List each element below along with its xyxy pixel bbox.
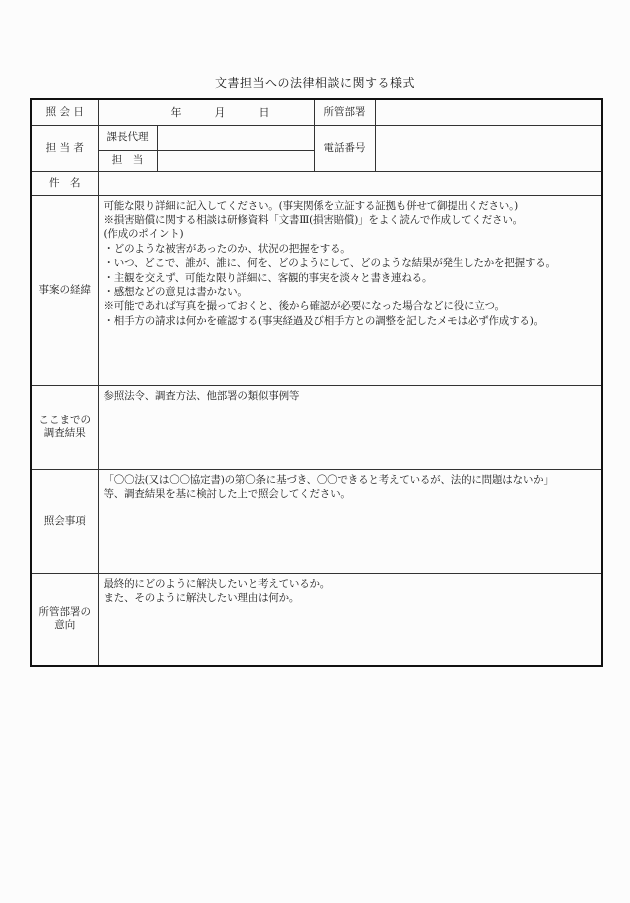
staff-member-name-field[interactable] — [157, 150, 314, 171]
subject-field[interactable] — [98, 171, 602, 195]
inquiry-date-label: 照 会 日 — [31, 99, 98, 125]
day-label: 日 — [258, 106, 270, 120]
date-placeholders — [99, 104, 314, 120]
subject-label: 件 名 — [31, 171, 98, 195]
case-background-label: 事案の経緯 — [31, 195, 98, 385]
staff-member-label: 担 当 — [98, 150, 157, 171]
text-line: 等、調査結果を基に検討した上で照会してください。 — [103, 487, 351, 500]
research-results-label — [31, 385, 98, 469]
text-line: 可能な限り詳細に記入してください。(事実関係を立証する証拠も併せて御提出ください。) — [103, 199, 519, 212]
text-line: 「〇〇法(又は〇〇協定書)の第〇条に基づき、〇〇できると考えているが、法的に問題はないか」 — [103, 473, 554, 486]
text-line: ※可能であれば写真を撮っておくと、後から確認が必要になった場合などに役に立つ。 — [103, 300, 505, 313]
department-field[interactable] — [375, 99, 602, 125]
department-intent-label-line2: 意向 — [54, 619, 76, 632]
text-line: ※損害賠償に関する相談は研修資料「文書Ⅲ(損害賠償)」をよく読んで作成してください。 — [103, 213, 523, 226]
staff-label: 担 当 者 — [31, 125, 98, 171]
text-line: ・相手方の請求は何かを確認する(事実経過及び相手方との調整を記したメモは必ず作成する)。 — [103, 314, 544, 327]
text-line: ・主観を交えず、可能な限り詳細に、客観的事実を淡々と書き連ねる。 — [103, 271, 433, 284]
consultation-form-table — [30, 98, 603, 667]
deputy-manager-label: 課長代理 — [98, 125, 157, 150]
research-results-label-line1: ここまでの — [38, 414, 91, 426]
month-label: 月 — [214, 106, 226, 120]
text-line: ・どのような被害があったのか、状況の把握をする。 — [103, 242, 351, 255]
text-line: また、そのように解決したい理由は何か。 — [103, 591, 300, 604]
inquiry-items-cell[interactable] — [98, 469, 602, 573]
inquiry-date-field[interactable] — [98, 99, 314, 125]
research-results-cell[interactable] — [98, 385, 602, 469]
phone-number-field[interactable] — [375, 125, 602, 171]
department-label: 所管部署 — [314, 99, 375, 125]
phone-number-label: 電話番号 — [314, 125, 375, 171]
department-intent-label-line1: 所管部署の — [38, 606, 91, 619]
inquiry-items-label: 照会事項 — [31, 469, 98, 573]
department-intent-cell[interactable] — [98, 573, 602, 666]
text-line: ・いつ、どこで、誰が、誰に、何を、どのようにして、どのような結果が発生したかを把握する。 — [103, 257, 556, 270]
page-title: 文書担当への法律相談に関する様式 — [214, 76, 415, 90]
research-results-label-line2: 調査結果 — [43, 427, 86, 439]
year-label: 年 — [170, 106, 182, 120]
text-line: (作成のポイント) — [103, 228, 184, 241]
case-background-cell[interactable] — [98, 195, 602, 385]
text-line: 参照法令、調査方法、他部署の類似事例等 — [103, 389, 300, 402]
text-line: ・感想などの意見は書かない。 — [103, 285, 248, 298]
text-line: 最終的にどのように解決したいと考えているか。 — [103, 577, 331, 590]
deputy-manager-name-field[interactable] — [157, 125, 314, 150]
department-intent-label — [31, 573, 98, 666]
